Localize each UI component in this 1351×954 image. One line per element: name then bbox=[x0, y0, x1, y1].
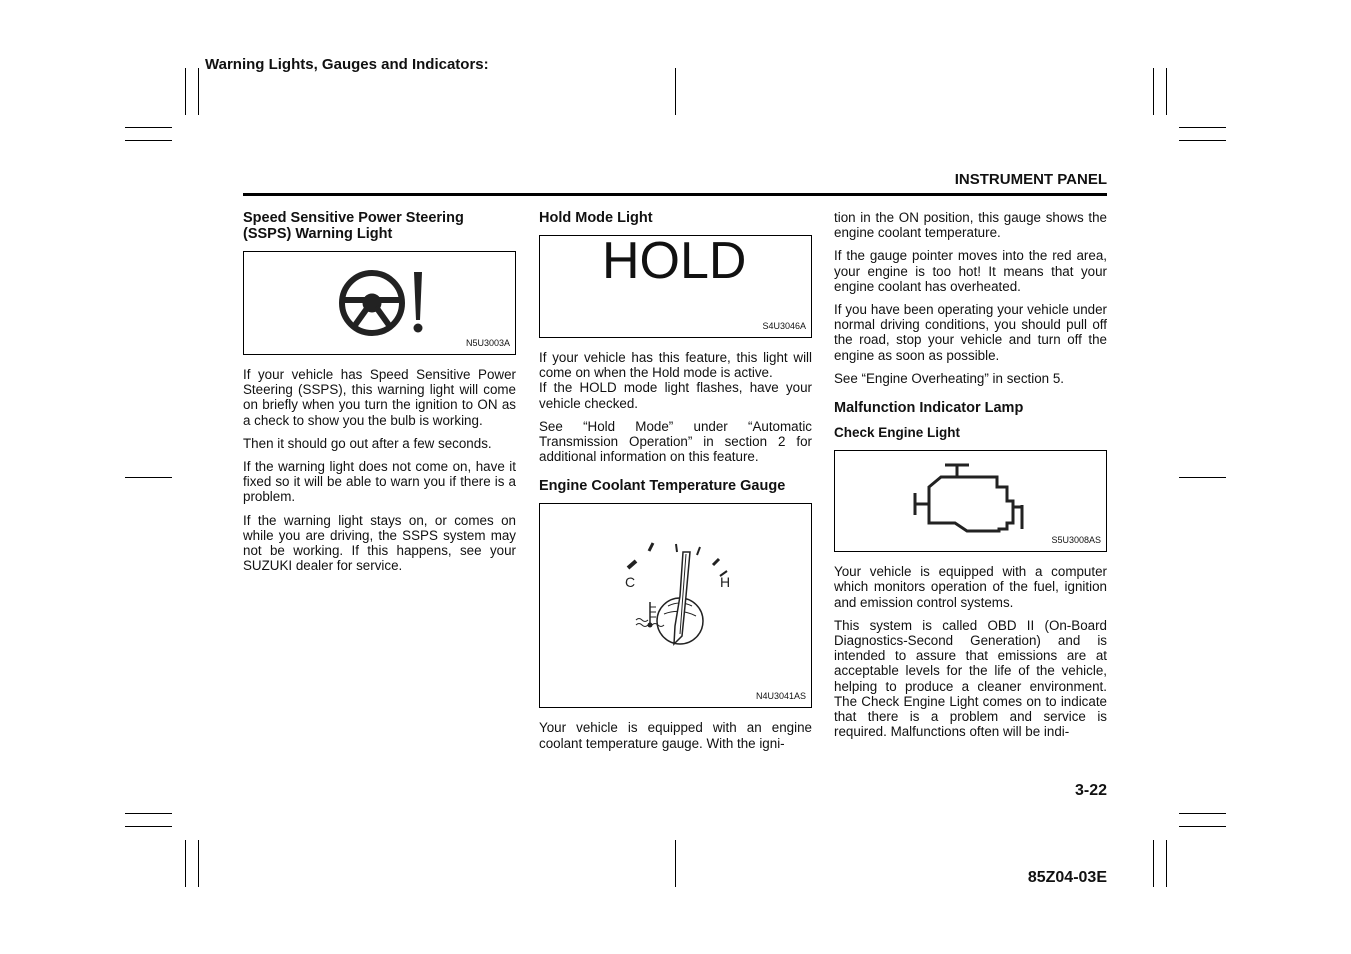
mil-heading: Malfunction Indicator Lamp bbox=[834, 400, 1024, 417]
figure-code: N5U3003A bbox=[465, 337, 510, 348]
coolant-heading: Engine Coolant Temperature Gauge bbox=[539, 478, 786, 495]
hold-heading: Hold Mode Light bbox=[539, 210, 653, 226]
ssps-paragraph-2: Then it should go out after a few seconds. bbox=[243, 435, 492, 451]
hold-icon-text: HOLD bbox=[602, 232, 747, 290]
coolant-paragraph-3: If the gauge pointer moves into the red area, your engine is too hot! It means that your engine coolant has overheated. bbox=[834, 248, 1107, 294]
gauge-h-label: H bbox=[720, 574, 731, 591]
figure-code: S4U3046A bbox=[762, 320, 806, 331]
mil-paragraph-1: Your vehicle is equipped with a computer which monitors operation of the fuel, ignition and emission control systems. bbox=[834, 564, 1107, 610]
coolant-paragraph-4: If you have been operating your vehicle under normal driving conditions, you should pull off the road, stop your vehicle and turn off the engine as soon as possible. bbox=[834, 302, 1107, 363]
hold-paragraph-1b: If the HOLD mode light flashes, have your vehicle checked. bbox=[539, 380, 812, 411]
ssps-paragraph-1: If your vehicle has Speed Sensitive Power Steering (SSPS), this warning light will come on briefly when you turn the ignition to ON as a check to show you the bulb is working. bbox=[243, 367, 516, 428]
coolant-paragraph-1: Your vehicle is equipped with an engine coolant temperature gauge. With the igni- bbox=[539, 720, 812, 751]
ssps-paragraph-4: If the warning light stays on, or comes on while you are driving, the SSPS system may not be working. If this happens, see your SUZUKI dealer for service. bbox=[243, 512, 516, 574]
mil-paragraph-2: This system is called OBD II (On-Board Diagnostics-Second Generation) and is intended to assure that emissions are at acceptable levels for the life of the vehicle, helping to produce a cleaner environment. The Check Engine Light comes on to indicate that there is a problem and service is required. Malfunctions often will be indi- bbox=[834, 617, 1107, 740]
ssps-heading: Speed Sensitive Power Steering (SSPS) Warning Light bbox=[243, 210, 464, 242]
column-1 bbox=[243, 210, 516, 581]
hold-figure bbox=[539, 232, 812, 338]
running-head: Warning Lights, Gauges and Indicators: bbox=[205, 56, 489, 73]
hold-paragraph-1a: If your vehicle has this feature, this light will come on when the Hold mode is active. bbox=[539, 350, 812, 381]
coolant-figure bbox=[539, 503, 812, 708]
column-2 bbox=[539, 210, 812, 759]
header-rule bbox=[243, 193, 1107, 196]
coolant-paragraph-5: See “Engine Overheating” in section 5. bbox=[834, 370, 1065, 386]
hold-paragraph-2: See “Hold Mode” under “Automatic Transmission Operation” in section 2 for additional information on this feature. bbox=[539, 418, 812, 465]
column-3 bbox=[834, 210, 1107, 747]
document-code: 85Z04-03E bbox=[1027, 869, 1107, 886]
coolant-paragraph-2: tion in the ON position, this gauge shows the engine coolant temperature. bbox=[834, 210, 1107, 241]
figure-code: N4U3041AS bbox=[755, 691, 806, 702]
figure-code: S5U3008AS bbox=[1051, 535, 1101, 546]
section-title: INSTRUMENT PANEL bbox=[954, 171, 1107, 188]
page-number: 3-22 bbox=[1074, 782, 1107, 799]
coolant-temperature-gauge-icon bbox=[540, 504, 811, 707]
gauge-c-label: C bbox=[625, 574, 636, 591]
check-engine-subheading: Check Engine Light bbox=[834, 425, 961, 441]
ssps-figure bbox=[243, 251, 516, 355]
ssps-paragraph-3: If the warning light does not come on, have it fixed so it will be able to warn you if there is a problem. bbox=[243, 459, 516, 505]
check-engine-figure bbox=[834, 450, 1107, 552]
